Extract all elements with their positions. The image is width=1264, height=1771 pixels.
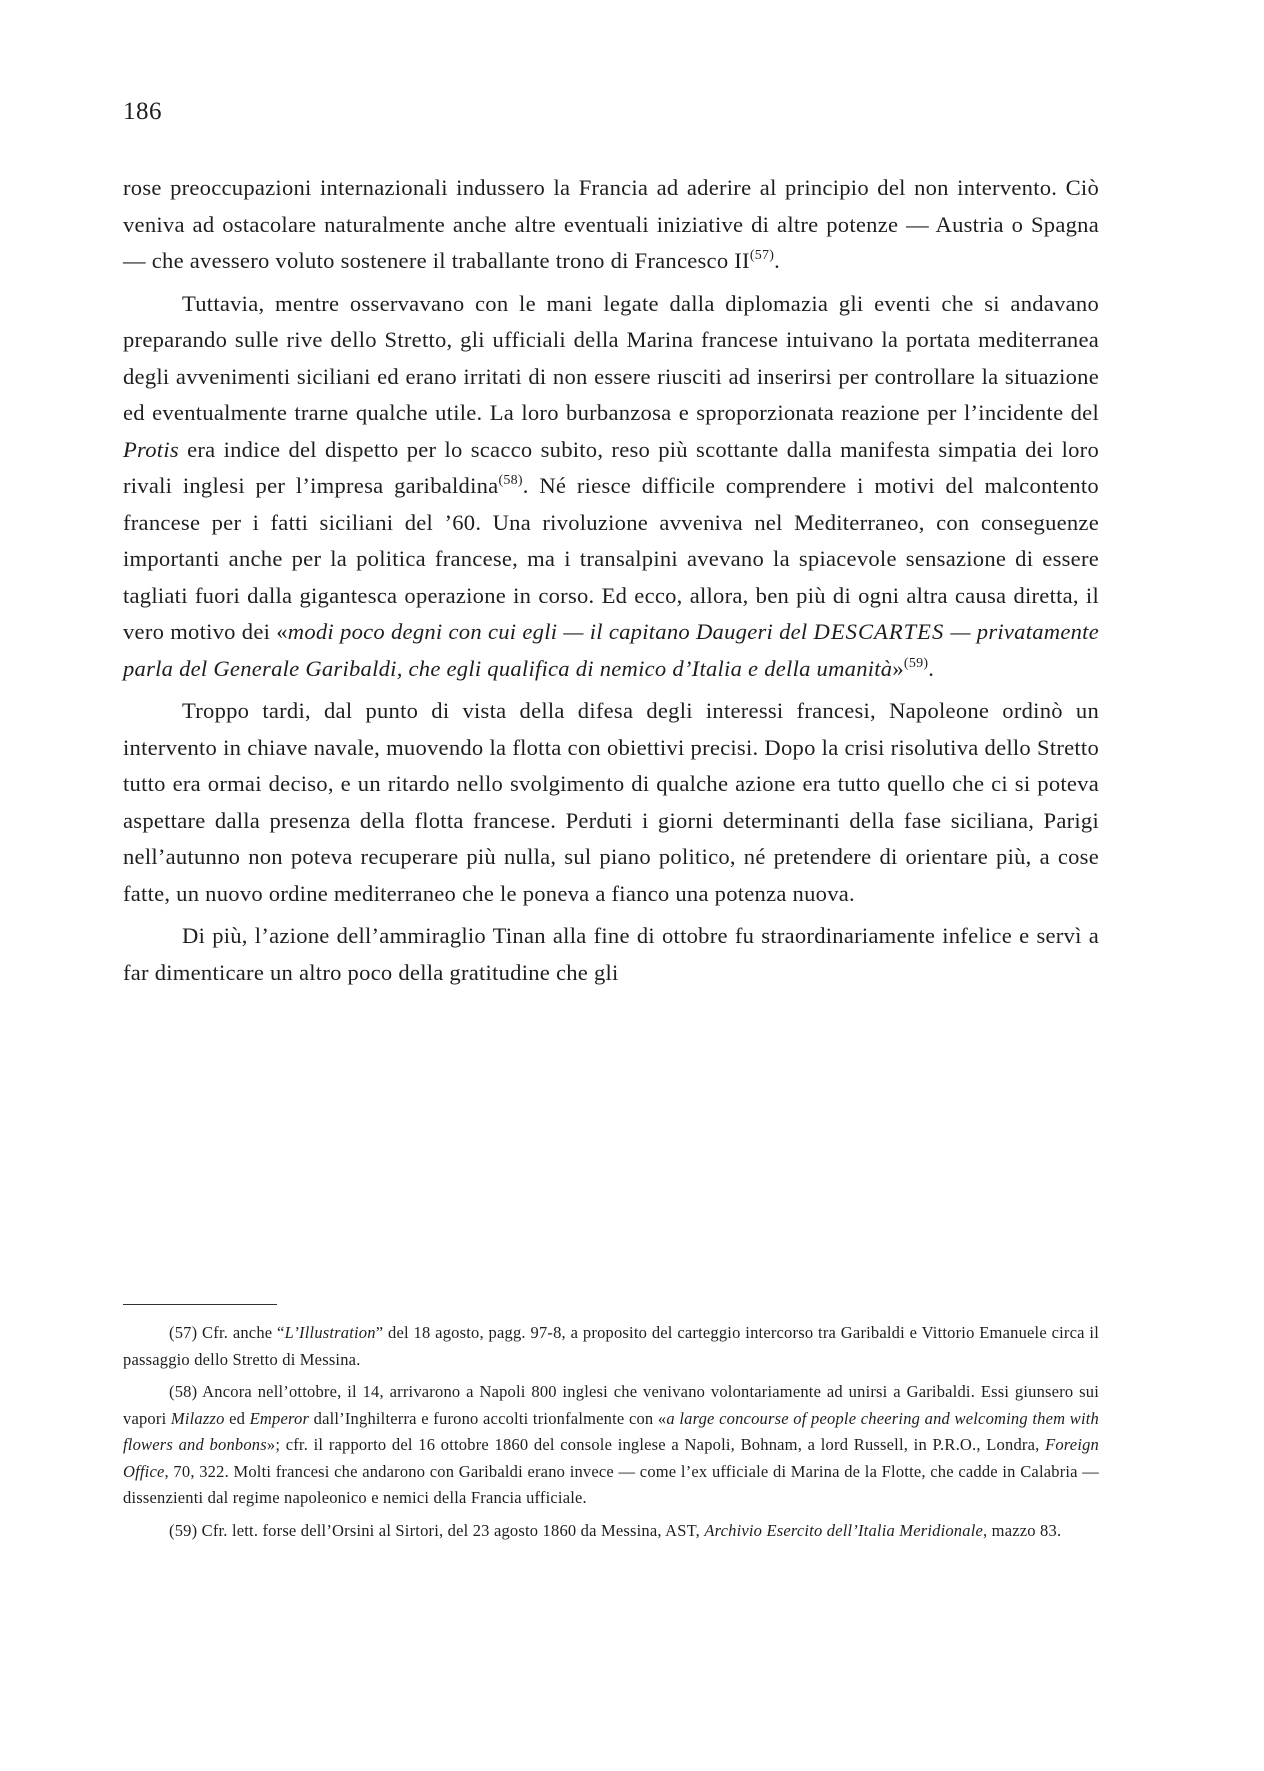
text-run: ” del 18 agosto, pagg. 97-8, a proposito del carteggio intercorso tra Garibaldi e Vittorio Emanuele circa il passaggio dello Stretto di Messina. bbox=[123, 1323, 1099, 1369]
footnote-ref-58: (58) bbox=[498, 472, 523, 488]
footnote-ref-59: (59) bbox=[903, 655, 929, 671]
text-run: , 70, 322. Molti francesi che andarono con Garibaldi erano invece — come l’ex ufficiale di Marina de la Flotte, che cadde in Calabria — dissenzienti dal regime napoleonico e nemici della Francia ufficiale. bbox=[123, 1461, 1099, 1507]
text-run: (59) Cfr. lett. forse dell’Orsini al Sirtori, del 23 agosto 1860 da Messina, AST, bbox=[169, 1520, 705, 1540]
text-run: , mazzo 83. bbox=[983, 1520, 1062, 1540]
footnotes bbox=[123, 1320, 1099, 1550]
italic-run: Milazzo bbox=[170, 1408, 225, 1428]
text-run: Tuttavia, mentre osservavano con le mani legate dalla diplomazia gli eventi che si andavano preparando sulle rive dello Stretto, gli ufficiali della Marina francese intuivano la portata mediterranea degli avvenimenti siciliani ed erano irritati di non essere riusciti ad inserirsi per controllare la situazione ed eventualmente trarne qualche utile. La loro burbanzosa e sproporzionata reazione per l’incidente del bbox=[123, 290, 1099, 425]
text-run: rose preoccupazioni internazionali indussero la Francia ad aderire al principio del non intervento. Ciò veniva ad ostacolare naturalmente anche altre eventuali iniziative di altre potenze — Austria o Spagna — che avessero voluto sostenere il traballante trono di Francesco II bbox=[123, 175, 1099, 273]
ship-name-descartes: DESCARTES bbox=[813, 619, 945, 644]
italic-run: L’Illustration bbox=[284, 1323, 376, 1342]
text-run: era indice del dispetto per lo scacco subito, reso più scottante dalla manifesta simpatia dei loro rivali inglesi per l’impresa garibaldina bbox=[123, 436, 1099, 498]
paragraph-4 bbox=[123, 918, 1099, 991]
italic-run: a large concourse of people cheering and welcoming them with flowers and bonbons bbox=[123, 1408, 1099, 1454]
text-run: (58) Ancora nell’ottobre, il 14, arrivarono a Napoli 800 inglesi che venivano volontariamente ad unirsi a Garibaldi. Essi giunsero sui vapori bbox=[123, 1382, 1099, 1428]
main-text bbox=[123, 170, 1099, 997]
text-run: dall’Inghilterra e furono accolti trionfalmente con « bbox=[309, 1408, 667, 1428]
ship-name-protis: Protis bbox=[123, 436, 179, 462]
footnote-59 bbox=[123, 1518, 1099, 1545]
quotation-text: — privatamente parla del Generale Garibaldi, che egli qualifica di nemico d’Italia e della umanità bbox=[123, 619, 1099, 681]
text-run: » bbox=[892, 655, 904, 681]
text-run: »; cfr. il rapporto del 16 ottobre 1860 del console inglese a Napoli, Bohnam, a lord Russell, in P.R.O., Londra, bbox=[266, 1435, 1046, 1454]
paragraph-3 bbox=[123, 693, 1099, 912]
footnote-58 bbox=[123, 1379, 1099, 1512]
text-run: . Né riesce difficile comprendere i motivi del malcontento francese per i fatti siciliani del ’60. Una rivoluzione avveniva nel Mediterraneo, con conseguenze importanti anche per la politica francese, ma i transalpini avevano la spiacevole sensazione di essere tagliati fuori dalla gigantesca operazione in corso. Ed ecco, allora, ben più di ogni altra causa diretta, il vero motivo dei « bbox=[123, 473, 1099, 644]
text-run: Troppo tardi, dal punto di vista della difesa degli interessi francesi, Napoleone ordinò un intervento in chiave navale, muovendo la flotta con obiettivi precisi. Dopo la crisi risolutiva dello Stretto tutto era ormai deciso, e un ritardo nello svolgimento di qualche azione era tutto quello che ci si poteva aspettare dalla presenza della flotta francese. Perduti i giorni determinanti della fase siciliana, Parigi nell’autunno non poteva recuperare più nulla, sul piano politico, né pretendere di orientare più, a cose fatte, un nuovo ordine mediterraneo che le poneva a fianco una potenza nuova. bbox=[123, 698, 1099, 906]
italic-run: Emperor bbox=[249, 1408, 310, 1428]
italic-run: Foreign Office bbox=[123, 1435, 1100, 1481]
italic-run: Archivio Esercito dell’Italia Meridionale bbox=[704, 1520, 984, 1540]
paragraph-2 bbox=[123, 286, 1099, 688]
footnote-ref-57: (57) bbox=[749, 247, 775, 263]
text-run: . bbox=[928, 655, 935, 681]
paragraph-1 bbox=[123, 170, 1099, 280]
footnote-57 bbox=[123, 1320, 1099, 1373]
text-run: Di più, l’azione dell’ammiraglio Tinan alla fine di ottobre fu straordinariamente infelice e servì a far dimenticare un altro poco della gratitudine che gli bbox=[123, 923, 1099, 985]
text-run: (57) Cfr. anche “ bbox=[169, 1323, 285, 1342]
page-number: 186 bbox=[123, 98, 162, 125]
text-run: . bbox=[774, 248, 781, 273]
footnote-divider bbox=[123, 1304, 277, 1305]
quotation-text: modi poco degni con cui egli — il capitano Daugeri del bbox=[287, 619, 814, 644]
text-run: ed bbox=[224, 1408, 250, 1428]
